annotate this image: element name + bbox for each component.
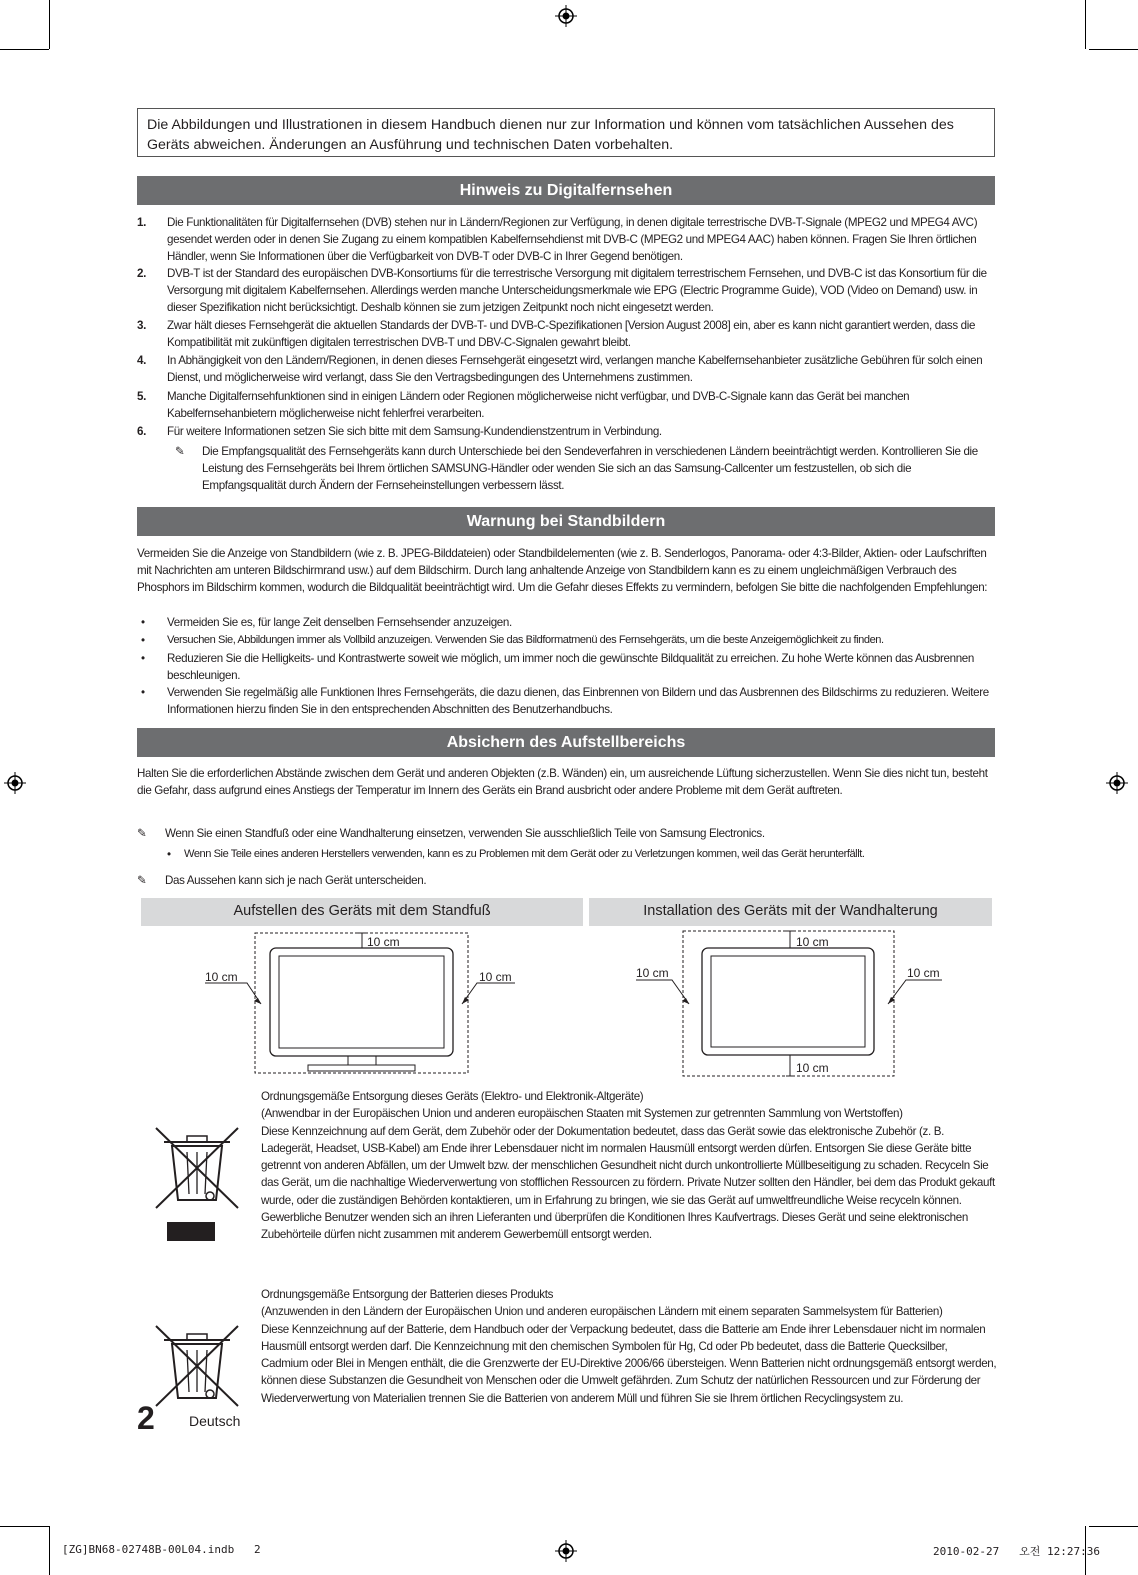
section-heading-still-images: Warnung bei Standbildern	[137, 507, 995, 536]
paragraph: Halten Sie die erforderlichen Abstände zwischen dem Gerät und anderen Objekten (z.B. Wänden) ein, um ausreichende Lüftung sicherzustellen. Wenn Sie dies nicht tun, besteht die Gefahr, dass aufgrund eines Anstiegs der Temperatur im Innern des Geräts ein Brand ausbricht oder andere Probleme mit dem Gerät auftreten.	[137, 767, 988, 797]
tv-screen	[711, 956, 865, 1047]
crop-mark	[1089, 49, 1138, 50]
stand-clearance-diagram	[195, 926, 535, 1076]
crossed-out-battery-bin-icon	[152, 1320, 242, 1410]
registration-mark-icon	[1106, 772, 1128, 794]
note-text: Wenn Sie einen Standfuß oder eine Wandhalterung einsetzen, verwenden Sie ausschließlich Teile von Samsung Electronics.	[165, 827, 765, 840]
bullet-text: Verwenden Sie regelmäßig alle Funktionen Ihres Fernsehgeräts, die dazu dienen, das Einbrennen von Bildern und das Ausbrennen des Bildschirms zu reduzieren. Weitere Informationen hierzu finden Sie in den entsprechenden Abschnitten des Benutzerhandbuchs.	[167, 686, 989, 716]
disposal-device-body: Diese Kennzeichnung auf dem Gerät, dem Zubehör oder der Dokumentation bedeutet, dass das Gerät sowie das elektronische Zubehör (z. B. Ladegerät, Headset, USB-Kabel) am Ende ihrer Lebensdauer nicht im normalen Hausmüll entsorgt werden dürfen. Entsorgen Sie diese Geräte bitte getrennt von anderen Abfällen, um der Umwelt bzw. der menschlichen Gesundheit nicht durch unkontrollierte Müllbeseitigung zu schaden. Recyceln Sie das Gerät, um die nachhaltige Wiederverwertung von stofflichen Ressourcen zu fördern. Private Nutzer sollten den Händler, bei dem das Produkt gekauft wurde, oder die zuständigen Behörden kontaktieren, um in Erfahrung zu bringen, wie sie das Gerät auf umweltfreundliche Weise recyceln können. Gewerbliche Benutzer wenden sich an ihren Lieferanten und überprüfen die Konditionen Ihres Kaufvertrags. Dieses Gerät und seine elektronischen Zubehörteile dürfen nicht zusammen mit anderem Gewerbemüll entsorgt werden.	[261, 1124, 995, 1242]
note-text: Das Aussehen kann sich je nach Gerät unterscheiden.	[165, 874, 427, 887]
note	[175, 443, 997, 494]
crossed-out-bin-icon	[152, 1122, 242, 1244]
section-heading-installation-area: Absichern des Aufstellbereichs	[137, 728, 995, 757]
bullet-item	[137, 650, 995, 684]
section-heading-digital-tv: Hinweis zu Digitalfernsehen	[137, 176, 995, 205]
stand-installation-heading: Aufstellen des Geräts mit dem Standfuß	[141, 898, 583, 926]
item-text: Manche Digitalfernsehfunktionen sind in einigen Ländern oder Regionen möglicherweise nicht verfügbar, und DVB-C-Signale kann das Gerät bei manchen Kabelfernsehanbietern möglicherweise nicht fehlerfrei verarbeiten.	[167, 390, 910, 420]
crop-mark	[0, 1526, 49, 1527]
sub-bullet	[165, 846, 997, 863]
disposal-device-title: Ordnungsgemäße Entsorgung dieses Geräts (Elektro- und Elektronik-Altgeräte)	[261, 1090, 644, 1103]
tv-bezel	[270, 948, 453, 1056]
item-number: 4.	[137, 354, 146, 367]
bullet-icon: •	[167, 848, 171, 861]
list-item	[137, 423, 995, 440]
bullet-item	[137, 632, 995, 649]
footer-date: 2010-02-27 오전 12:27:36	[933, 1545, 1100, 1558]
list-item	[137, 265, 995, 316]
dim-label-bottom: 10 cm	[796, 1061, 829, 1075]
item-number: 2.	[137, 267, 146, 280]
crop-mark	[49, 1526, 50, 1575]
item-text: Für weitere Informationen setzen Sie sich bitte mit dem Samsung-Kundendienstzentrum in Verbindung.	[167, 425, 662, 438]
bullet-icon: •	[141, 616, 145, 629]
footer-file: [ZG]BN68-02748B-00L04.indb 2	[62, 1543, 261, 1556]
bullet-text: Reduzieren Sie die Helligkeits- und Kontrastwerte soweit wie möglich, um immer noch die gewünschte Bildqualität zu erreichen. Zu hohe Werte können das Ausbrennen beschleunigen.	[167, 652, 974, 682]
dim-label-right: 10 cm	[907, 966, 940, 980]
item-text: Zwar hält dieses Fernsehgerät die aktuellen Standards der DVB-T- und DVB-C-Spezifikationen [Version August 2008] ein, aber es kann nicht garantiert werden, dass die Kompatibilität mit zukünftigen digitalen terrestrischen DVB-T und DBV-C-Signalen gewahrt bleibt.	[167, 319, 976, 349]
pencil-note-icon: ✎	[137, 827, 147, 840]
note-text: Die Empfangsqualität des Fernsehgeräts kann durch Unterschiede bei den Sendeverfahren in verschiedenen Ländern beeinträchtigt werden. Kontrollieren Sie die Leistung des Fernsehgeräts bei Ihrem örtlichen SAMSUNG-Händler oder wenden Sie sich an das Samsung-Callcenter um festzustellen, ob sich die Empfangsqualität durch Ändern der Fernseheinstellungen verbessern lässt.	[202, 445, 978, 492]
bullet-text: Versuchen Sie, Abbildungen immer als Vollbild anzuzeigen. Verwenden Sie das Bildformatmenü des Fernsehgeräts, um die beste Anzeigemöglichkeit zu finden.	[167, 634, 884, 646]
tv-bezel	[702, 948, 874, 1055]
item-number: 5.	[137, 390, 146, 403]
disposal-battery-body: Diese Kennzeichnung auf der Batterie, dem Handbuch oder der Verpackung bedeutet, dass die Batterie am Ende ihrer Lebensdauer nicht im normalen Hausmüll entsorgt werden darf. Die Kennzeichnung mit den chemischen Symbolen für Hg, Cd oder Pb bedeutet, dass die Batterie Quecksilber, Cadmium oder Blei in Mengen enthält, die die Grenzwerte der EU-Direktive 2006/66 übersteigen. Wenn Batterien nicht ordnungsgemäß entsorgt werden, können diese Substanzen die Gesundheit von Menschen oder die Umwelt gefährden. Zum Schutz der natürlichen Ressourcen und zur Förderung der Wiederverwertung von Materialien trennen Sie die Batterien von anderem Müll und führen Sie sie Ihrem örtlichen Recyclingsystem zu.	[261, 1322, 997, 1405]
dim-label-left: 10 cm	[636, 966, 669, 980]
wall-installation-heading: Installation des Geräts mit der Wandhalterung	[589, 898, 992, 926]
bullet-icon: •	[141, 686, 145, 699]
stand-base	[308, 1065, 415, 1071]
crop-mark	[1085, 0, 1086, 49]
dim-label-right: 10 cm	[479, 970, 512, 984]
item-text: DVB-T ist der Standard des europäischen DVB-Konsortiums für die terrestrische Versorgung mit digitalem terrestrischem Fernsehen, und DVB-C ist das Konsortium für die Versorgung mit digitalem Kabelfernsehen. Allerdings werden manche Unterscheidungsmerkmale wie EPG (Electric Programme Guide), VOD (Video on Demand) usw. in dieser Spezifikation nicht berücksichtigt. Deshalb können sie zum jetzigen Zeitpunkt noch nicht eingesetzt werden.	[167, 267, 987, 314]
list-item	[137, 388, 995, 422]
registration-mark-icon	[555, 1540, 577, 1562]
dim-label-top: 10 cm	[796, 935, 829, 949]
item-number: 1.	[137, 216, 146, 229]
pencil-note-icon: ✎	[137, 874, 147, 887]
crop-mark	[1089, 1526, 1138, 1527]
list-item	[137, 352, 995, 386]
list-item	[137, 317, 995, 351]
disposal-battery-block	[261, 1286, 997, 1407]
stand-neck	[348, 1056, 376, 1065]
item-text: Die Funktionalitäten für Digitalfernsehen (DVB) stehen nur in Ländern/Regionen zur Verfügung, in denen digitale terrestrische DVB-T-Signale (MPEG2 und MPEG4 AVC) gesendet werden oder in denen Sie Zugang zu einem kompatiblen Kabelfernsehdienst mit DVB-C (MPEG2 und MPEG4 AAC) haben können. Fragen Sie Ihren örtlichen Händler, wenn Sie Informationen über die Verfügbarkeit von DVB-T oder DVB-C in Ihrer Gegend benötigen.	[167, 216, 978, 263]
crop-mark	[49, 0, 50, 49]
bullet-item	[137, 614, 995, 631]
notice-box: Die Abbildungen und Illustrationen in diesem Handbuch dienen nur zur Information und können vom tatsächlichen Aussehen des Geräts abweichen. Änderungen an Ausführung und technischen Daten vorbehalten.	[137, 108, 995, 157]
paragraph: Vermeiden Sie die Anzeige von Standbildern (wie z. B. JPEG-Bilddateien) oder Standbildelementen (wie z. B. Senderlogos, Panorama- oder 4:3-Bilder, Aktien- oder Laufschriften mit Nachrichten am unteren Bildschirmrand usw.) auf dem Bildschirm. Durch lang anhaltende Anzeige von Standbildern kann es zu einem ungleichmäßigen Verbrauch des Phosphors im Bildschirm kommen, wodurch die Bildqualität beeinträchtigt wird. Um die Gefahr dieses Effekts zu vermindern, befolgen Sie bitte die nachfolgenden Empfehlungen:	[137, 547, 988, 594]
note	[137, 872, 997, 889]
page-number: 2	[137, 1400, 155, 1436]
crop-mark	[0, 49, 49, 50]
bullet-item	[137, 684, 995, 718]
wall-clearance-diagram	[630, 926, 950, 1081]
item-number: 6.	[137, 425, 146, 438]
sub-bullet-text: Wenn Sie Teile eines anderen Herstellers verwenden, kann es zu Problemen mit dem Gerät oder zu Verletzungen kommen, weil das Gerät herunterfällt.	[184, 848, 865, 860]
item-text: In Abhängigkeit von den Ländern/Regionen, in denen dieses Fernsehgerät eingesetzt wird, verlangen manche Kabelfernsehanbieter zusätzliche Gebühren für solch einen Dienst, und möglicherweise wird verlangt, dass Sie den Vertragsbedingungen des Unternehmens zustimmen.	[167, 354, 983, 384]
registration-mark-icon	[4, 772, 26, 794]
list-item	[137, 214, 995, 265]
page-language: Deutsch	[189, 1413, 241, 1429]
dim-label-top: 10 cm	[367, 935, 400, 949]
disposal-device-block	[261, 1088, 997, 1244]
pencil-note-icon: ✎	[175, 445, 185, 458]
disposal-battery-subtitle: (Anzuwenden in den Ländern der Europäischen Union und anderen europäischen Ländern mit einem separaten Sammelsystem für Batterien)	[261, 1305, 943, 1319]
note	[137, 825, 997, 842]
tv-screen	[279, 956, 444, 1048]
clearance-boundary	[255, 933, 468, 1073]
bullet-icon: •	[141, 634, 145, 647]
bullet-text: Vermeiden Sie es, für lange Zeit denselben Fernsehsender anzuzeigen.	[167, 616, 512, 629]
disposal-device-subtitle: (Anwendbar in der Europäischen Union und anderen europäischen Staaten mit Systemen zur getrennten Sammlung von Wertstoffen)	[261, 1107, 903, 1121]
bullet-icon: •	[141, 652, 145, 665]
disposal-battery-title: Ordnungsgemäße Entsorgung der Batterien dieses Produkts	[261, 1288, 554, 1301]
item-number: 3.	[137, 319, 146, 332]
dim-label-left: 10 cm	[205, 970, 238, 984]
registration-mark-icon	[555, 5, 577, 27]
clearance-boundary	[683, 931, 894, 1076]
